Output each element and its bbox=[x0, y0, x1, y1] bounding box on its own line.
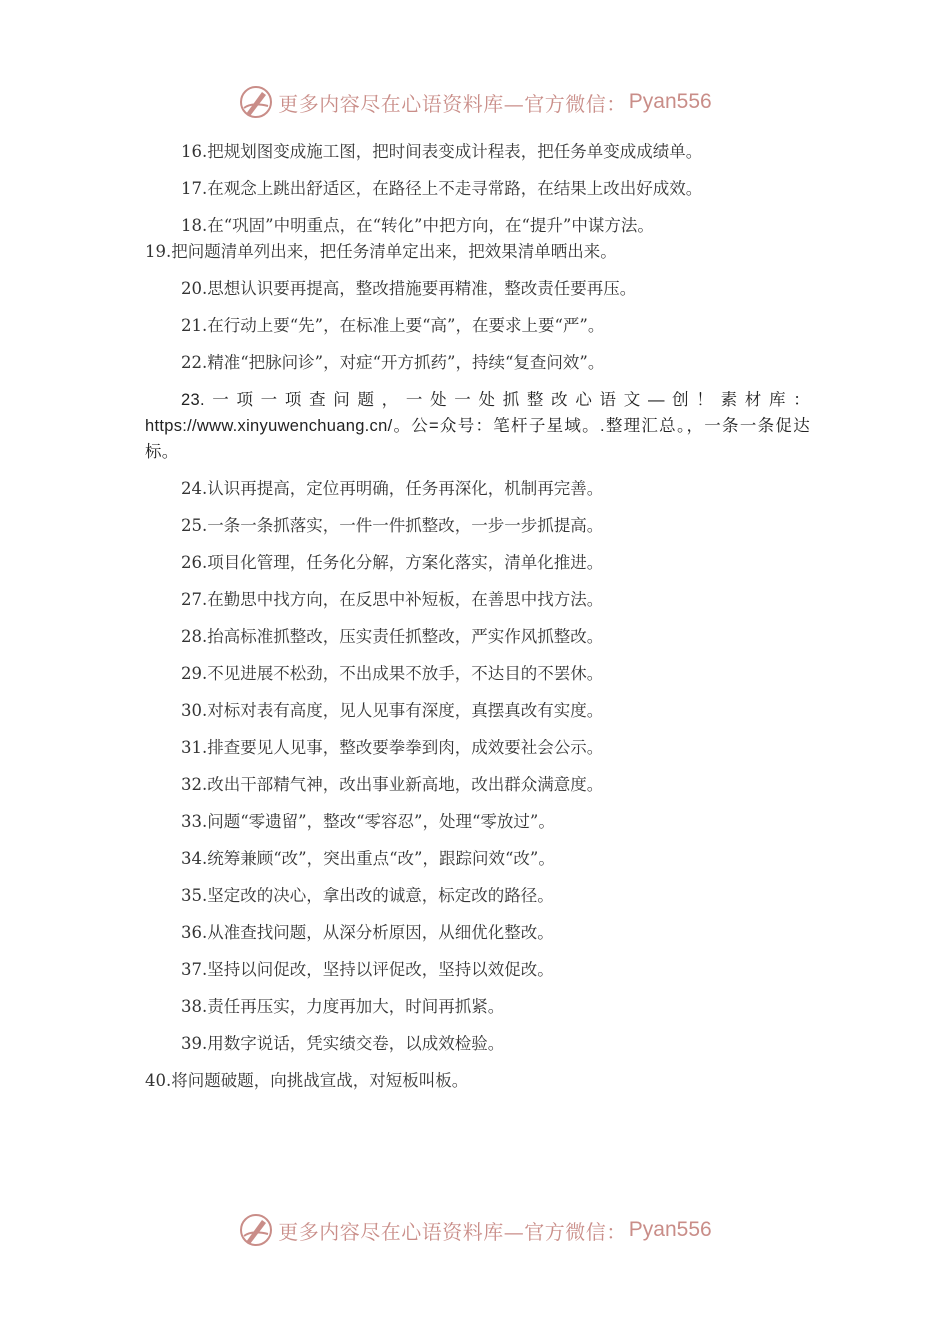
header-text: 更多内容尽在心语资料库—官方微信： bbox=[278, 91, 627, 116]
pen-circle-logo-icon bbox=[238, 1212, 274, 1248]
list-item: 19.把问题清单列出来，把任务清单定出来，把效果清单晒出来。 bbox=[145, 242, 617, 261]
header-banner bbox=[0, 82, 950, 122]
list-item: 27.在勤思中找方向，在反思中补短板，在善思中找方法。 bbox=[181, 590, 604, 609]
header-wechat-id: Pyan556 bbox=[628, 90, 712, 113]
list-item: 17.在观念上跳出舒适区，在路径上不走寻常路，在结果上改出好成效。 bbox=[181, 179, 703, 198]
list-item: 38.责任再压实，力度再加大，时间再抓紧。 bbox=[181, 997, 505, 1016]
list-item: 24.认识再提高，定位再明确，任务再深化，机制再完善。 bbox=[181, 479, 604, 498]
list-item: 30.对标对表有高度，见人见事有深度，真摆真改有实度。 bbox=[181, 701, 604, 720]
list-item: 35.坚定改的决心，拿出改的诚意，标定改的路径。 bbox=[181, 886, 554, 905]
list-item: 21.在行动上要“先”，在标准上要“高”，在要求上要“严”。 bbox=[181, 316, 605, 335]
list-item: 29.不见进展不松劲，不出成果不放手，不达目的不罢休。 bbox=[181, 664, 604, 683]
list-item-long: 23.一项一项查问题，一处一处抓整改心语文—创！素材库：https://www.xinyuwenchuang.cn/。公=众号：笔杆子星域。.整理汇总。，一条一条促达标。 bbox=[145, 391, 810, 461]
list-item: 31.排查要见人见事，整改要拳拳到肉，成效要社会公示。 bbox=[181, 738, 604, 757]
list-item: 32.改出干部精气神，改出事业新高地，改出群众满意度。 bbox=[181, 775, 604, 794]
list-item: 18.在“巩固”中明重点，在“转化”中把方向，在“提升”中谋方法。 bbox=[181, 216, 654, 235]
footer-text: 更多内容尽在心语资料库—官方微信： bbox=[278, 1219, 627, 1244]
footer-banner bbox=[0, 1210, 950, 1250]
document-body bbox=[145, 139, 810, 1094]
list-item: 36.从准查找问题，从深分析原因，从细优化整改。 bbox=[181, 923, 554, 942]
list-item: 25.一条一条抓落实，一件一件抓整改，一步一步抓提高。 bbox=[181, 516, 604, 535]
list-item: 28.抬高标准抓整改，压实责任抓整改，严实作风抓整改。 bbox=[181, 627, 604, 646]
list-item: 39.用数字说话，凭实绩交卷，以成效检验。 bbox=[181, 1034, 505, 1053]
footer-wechat-id: Pyan556 bbox=[628, 1218, 712, 1241]
list-item: 26.项目化管理，任务化分解，方案化落实，清单化推进。 bbox=[181, 553, 604, 572]
pen-circle-logo-icon bbox=[238, 84, 274, 120]
list-item: 34.统筹兼顾“改”，突出重点“改”，跟踪问效“改”。 bbox=[181, 849, 555, 868]
list-item: 40.将问题破题，向挑战宣战，对短板叫板。 bbox=[145, 1071, 469, 1090]
list-item: 22.精准“把脉问诊”，对症“开方抓药”，持续“复查问效”。 bbox=[181, 353, 605, 372]
list-item: 37.坚持以问促改，坚持以评促改，坚持以效促改。 bbox=[181, 960, 554, 979]
list-item: 20.思想认识要再提高，整改措施要再精准，整改责任要再压。 bbox=[181, 279, 637, 298]
list-item: 33.问题“零遗留”，整改“零容忍”，处理“零放过”。 bbox=[181, 812, 555, 831]
list-item: 16.把规划图变成施工图，把时间表变成计程表，把任务单变成成绩单。 bbox=[181, 142, 703, 161]
